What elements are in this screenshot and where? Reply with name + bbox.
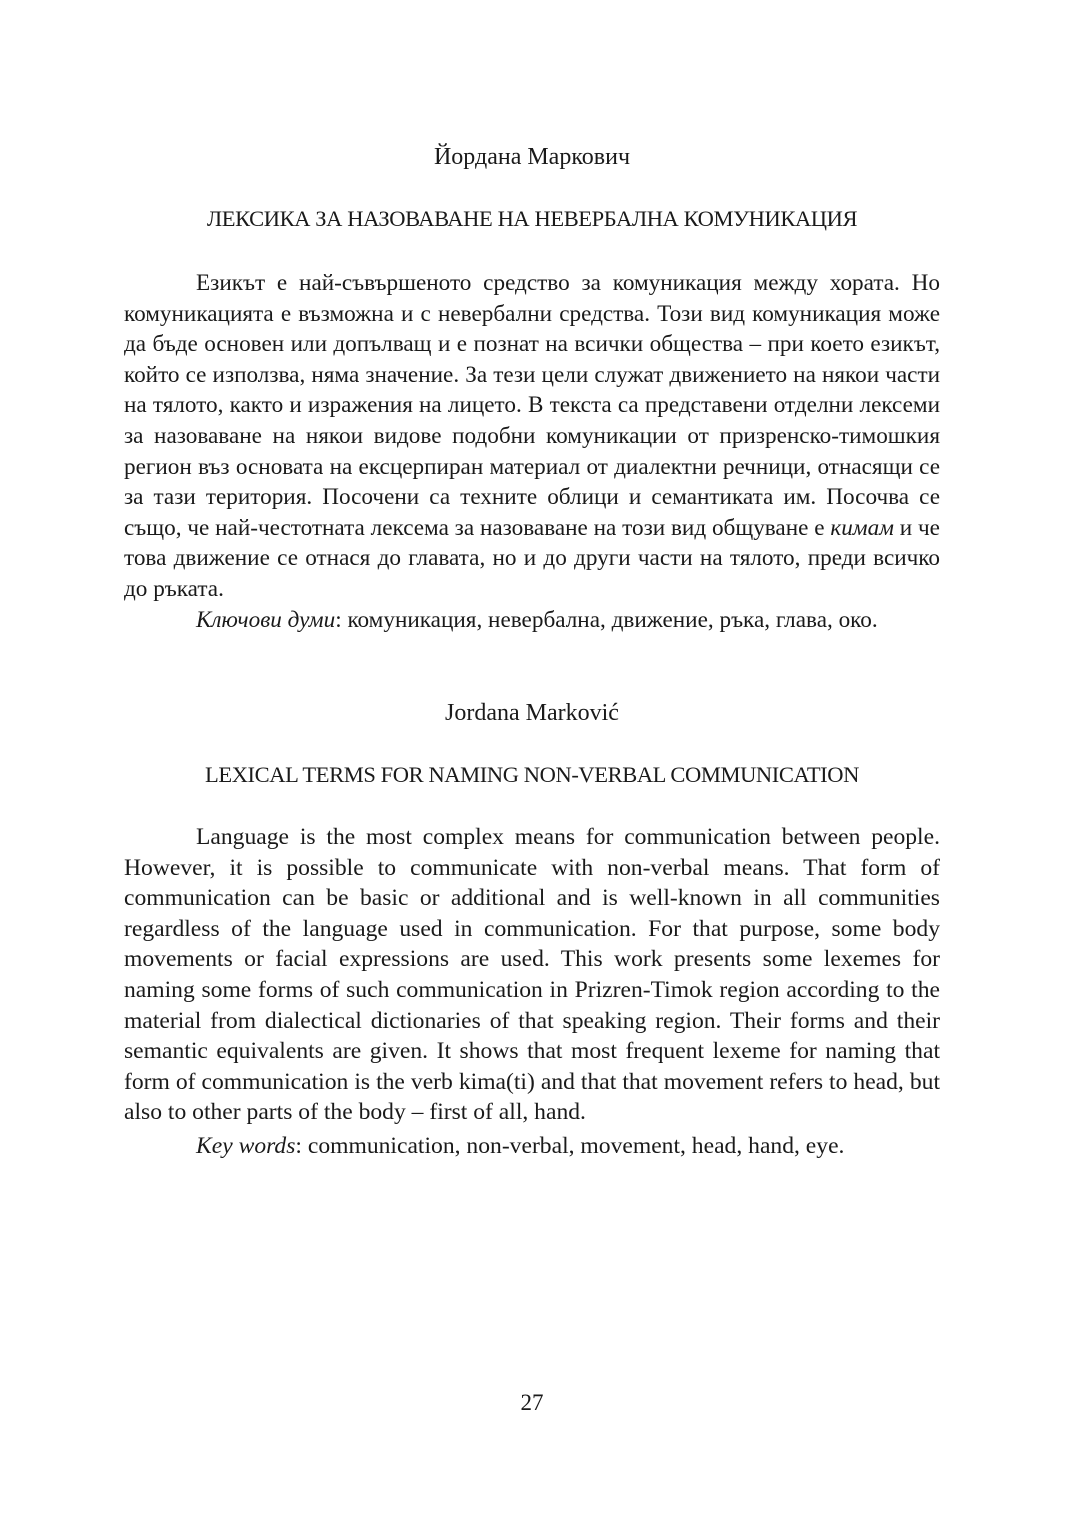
page: [124, 0, 940, 1530]
author-name-en: Jordana Marković: [445, 700, 619, 726]
keywords-en-list: : communication, non-verbal, movement, head, hand, eye.: [295, 1133, 845, 1159]
article-title-en: LEXICAL TERMS FOR NAMING NON-VERBAL COMMUNICATION: [205, 762, 859, 787]
author-name-bg: Йордана Маркович: [433, 144, 631, 170]
abstract-bg-text: Езикът е най-съвършеното средство за комуникация между хората. Но комуникацията е възможна и с невербални средства. Този вид комуникация може да бъде основен или допълващ и е познат на всички общества – при което езикът, който се използва, няма значение. За тези цели служат движението на някои части на тялото, както и изражения на лицето. В текста са представени отделни лексеми за назоваване на някои видове подобни комуникации от призренско-тимошкия регион въз основата на ексцерпиран материал от диалектни речници, отнасящи се за тази територия. Посочени са техните облици и семантиката им. Посочва се също, че най-честотната лексема за назоваване на този вид общуване е: [124, 270, 940, 541]
keywords-bg-list: : комуникация, невербална, движение, ръка, глава, око.: [335, 607, 878, 633]
keywords-bg: [124, 605, 940, 635]
abstract-bg-italic-term: кимам: [830, 514, 894, 541]
keywords-en: [124, 1131, 940, 1161]
article-title-bg: ЛЕКСИКА ЗА НАЗОВАВАНЕ НА НЕВЕРБАЛНА КОМУНИКАЦИЯ: [206, 206, 858, 231]
abstract-en: Language is the most complex means for communication between people. However, it is possible to communicate with non-verbal means. That form of communication can be basic or additional and is well-known in all communities regardless of the language used in communication. For that purpose, some body movements or facial expressions are used. This work presents some lexemes for naming some forms of such communication in Prizren-Timok region according to the material from dialectical dictionaries of that speaking region. Their forms and their semantic equivalents are given. It shows that most frequent lexeme for naming that form of communication is the verb kima(ti) and that that movement refers to head, but also to other parts of the body – first of all, hand.: [124, 824, 940, 1126]
abstract-bg: [124, 268, 940, 605]
page-number: 27: [520, 1390, 544, 1415]
keywords-en-label: Key words: [196, 1133, 296, 1159]
abstract-bg-text-end: и че това движение се отнася до главата, но и до други части на тялото, преди всичко до ръката.: [124, 514, 940, 602]
keywords-bg-label: Ключови думи: [196, 607, 336, 633]
